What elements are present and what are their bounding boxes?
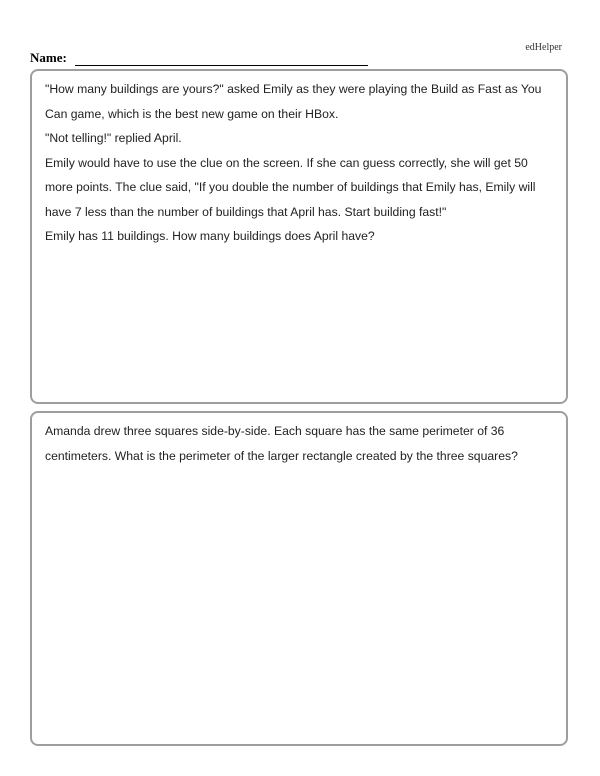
name-label: Name: [30,50,67,65]
problem-box-2 [30,411,568,746]
problem-1-paragraph-1: "How many buildings are yours?" asked Emily as they were playing the Build as Fast as You Can game, which is the best new game on their HBox. [45,82,542,121]
problem-box-1 [30,69,568,404]
name-input-line[interactable] [75,51,368,66]
problem-1-paragraph-4: Emily has 11 buildings. How many buildings does April have? [45,229,375,243]
problem-2-paragraph-1: Amanda drew three squares side-by-side. Each square has the same perimeter of 36 centimeters. What is the perimeter of the larger rectangle created by the three squares? [45,424,518,463]
brand-label: edHelper [525,42,562,53]
name-row [30,50,368,66]
problem-1-paragraph-2: "Not telling!" replied April. [45,131,182,145]
problem-1-paragraph-3: Emily would have to use the clue on the screen. If she can guess correctly, she will get 50 more points. The clue said, "If you double the number of buildings that Emily has, Emily will have 7 less than the number of buildings that April has. Start building fast!" [45,155,536,219]
